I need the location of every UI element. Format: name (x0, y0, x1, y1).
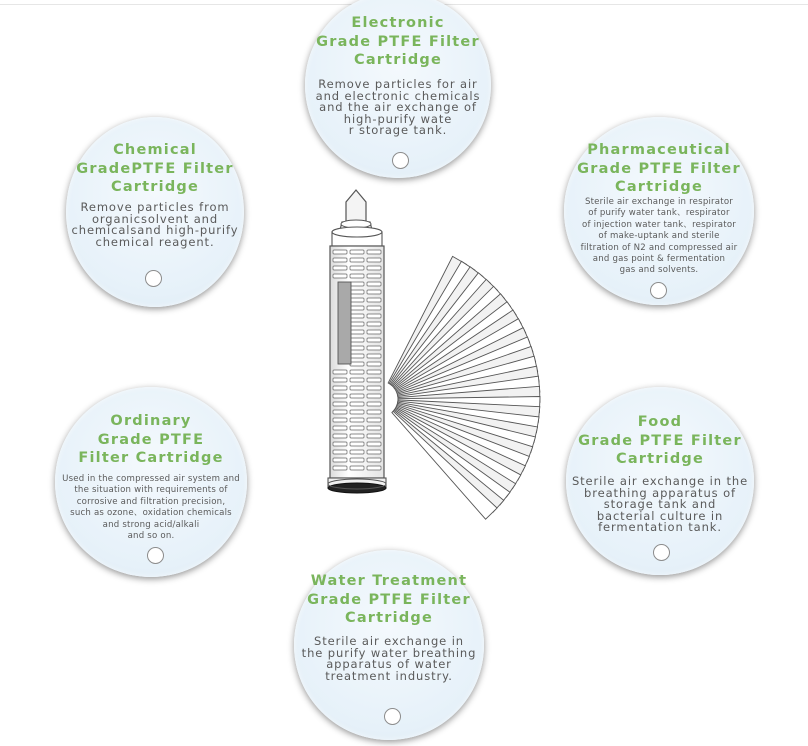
bubble-water-title: Water Treatment Grade PTFE Filter Cartridge (307, 573, 471, 626)
bubble-water-desc: Sterile air exchange in the purify water breathing apparatus of water treatment industry. (301, 634, 477, 683)
bubble-chemical-desc: Remove particles from organicsolvent and chemicalsand high-purify chemical reagent. (71, 200, 239, 249)
bubble-food-desc: Sterile air exchange in the breathing apparatus of storage tank and bacterial culture in fermentation tank. (571, 474, 749, 534)
bubble-pharmaceutical-title: Pharmaceutical Grade PTFE Filter Cartridge (577, 142, 741, 195)
bubble-food (566, 387, 754, 575)
bubble-chemical-ring-icon (145, 270, 162, 287)
cartridge-body (328, 190, 386, 493)
filter-cartridge-icon (318, 184, 543, 544)
bubble-pharmaceutical-ring-icon (650, 282, 667, 299)
bubble-chemical (66, 117, 244, 307)
bubble-food-title: Food Grade PTFE Filter Cartridge (578, 414, 742, 467)
bubble-ordinary (55, 387, 247, 577)
bubble-electronic-desc: Remove particles for air and electronic chemicals and the air exchange of high-purify wate r storage tank. (315, 77, 481, 137)
bubble-electronic-ring-icon (392, 152, 409, 169)
bubble-ordinary-desc: Used in the compressed air system and the situation with requirements of corrosive and filtration precision, such as ozone、oxidation chemicals and strong acid/alkali and so on. (62, 474, 240, 542)
bubble-chemical-title: Chemical GradePTFE Filter Cartridge (76, 142, 234, 195)
bubble-water-ring-icon (384, 708, 401, 725)
pleated-membrane-fan (388, 256, 540, 519)
bubble-water (294, 550, 484, 740)
bubble-electronic (305, 0, 491, 178)
bubble-ordinary-ring-icon (147, 547, 164, 564)
bubble-ordinary-title: Ordinary Grade PTFE Filter Cartridge (78, 413, 224, 466)
bubble-pharmaceutical (564, 117, 754, 305)
bubble-electronic-title: Electronic Grade PTFE Filter Cartridge (316, 15, 480, 68)
bubble-food-ring-icon (653, 544, 670, 561)
bubble-pharmaceutical-desc: Sterile air exchange in respirator of purify water tank、respirator of injection water tank、respirator of make-uptank and sterile filtration of N2 and compressed air and gas point & fermentation gas and solvents. (580, 197, 738, 276)
